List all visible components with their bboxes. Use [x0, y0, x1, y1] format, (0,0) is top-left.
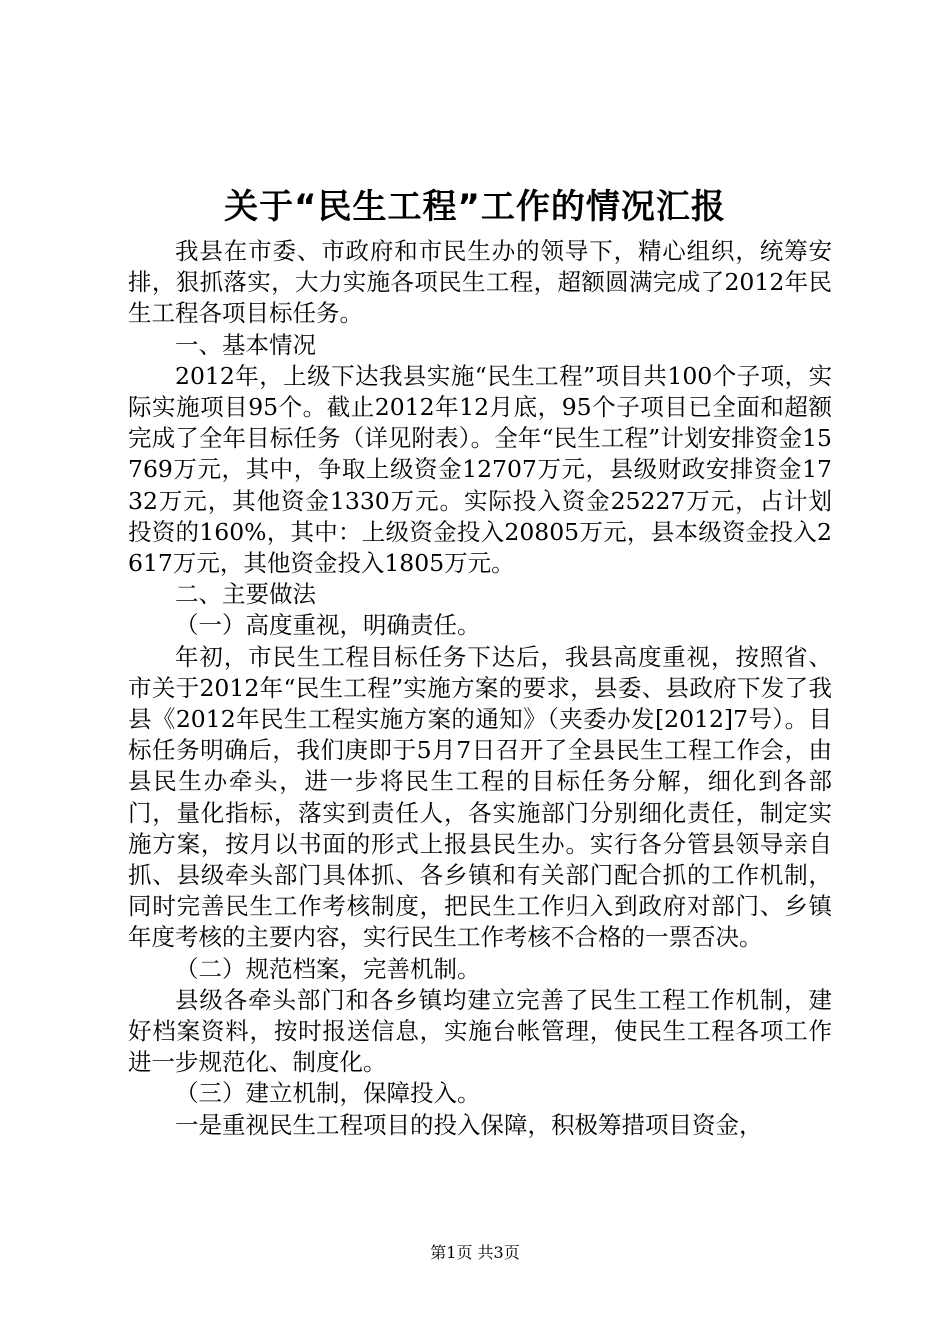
paragraph-basic-situation: 2012年，上级下达我县实施“民生工程”项目共100个子项，实际实施项目95个。截止2012年12月底，95个子项目已全面和超额完成了全年目标任务（详见附表）。全年“民生工程”计划安排资金15769万元，其中，争取上级资金12707万元，县级财政安排资金1732万元，其他资金1330万元。实际投入资金25227万元，占计划投资的160%，其中：上级资金投入20805万元，县本级资金投入2617万元，其他资金投入1805万元。 — [128, 361, 832, 578]
paragraph-intro: 我县在市委、市政府和市民生办的领导下，精心组织，统筹安排，狠抓落实，大力实施各项民生工程，超额圆满完成了2012年民生工程各项目标任务。 — [128, 237, 832, 328]
paragraph-responsibility: 年初，市民生工程目标任务下达后，我县高度重视，按照省、市关于2012年“民生工程”实施方案的要求，县委、县政府下发了我县《2012年民生工程实施方案的通知》（夹委办发[2012]7号）。目标任务明确后，我们庚即于5月7日召开了全县民生工程工作会，由县民生办牵头，进一步将民生工程的目标任务分解，细化到各部门，量化指标，落实到责任人，各实施部门分别细化责任，制定实施方案，按月以书面的形式上报县民生办。实行各分管县领导亲自抓、县级牵头部门具体抓、各乡镇和有关部门配合抓的工作机制，同时完善民生工作考核制度，把民生工作归入到政府对部门、乡镇年度考核的主要内容，实行民生工作考核不合格的一票否决。 — [128, 642, 832, 952]
document-body — [128, 236, 832, 1141]
heading-basic-situation: 一、基本情况 — [175, 330, 316, 359]
subheading-responsibility: （一）高度重视，明确责任。 — [175, 611, 481, 640]
heading-main-practices: 二、主要做法 — [175, 580, 316, 609]
subheading-mechanism: （三）建立机制，保障投入。 — [175, 1079, 481, 1108]
paragraph-archives: 县级各牵头部门和各乡镇均建立完善了民生工程工作机制，建好档案资料，按时报送信息，实施台帐管理，使民生工程各项工作进一步规范化、制度化。 — [128, 985, 832, 1077]
page-footer: 第1页 共3页 — [430, 1243, 520, 1262]
subheading-archives: （二）规范档案，完善机制。 — [175, 954, 481, 983]
document-title: 关于“民生工程”工作的情况汇报 — [224, 187, 726, 227]
paragraph-mechanism: 一是重视民生工程项目的投入保障，积极筹措项目资金， — [175, 1110, 763, 1139]
